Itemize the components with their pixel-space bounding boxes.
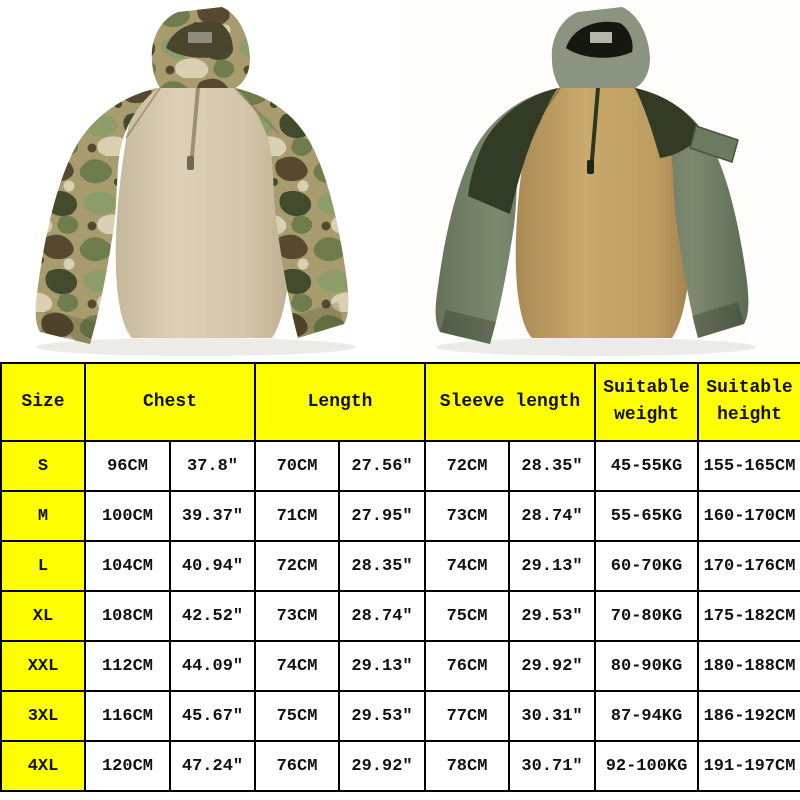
- col-header-chest: Chest: [85, 363, 255, 441]
- col-header-suitable-height: Suitable height: [698, 363, 800, 441]
- data-cell: 92-100KG: [595, 741, 698, 791]
- data-cell: 29.92″: [339, 741, 425, 791]
- collar-label-tag: [590, 32, 612, 43]
- data-cell: 71CM: [255, 491, 339, 541]
- data-cell: 108CM: [85, 591, 170, 641]
- collar-label-tag: [188, 32, 212, 43]
- right-shirt-illustration: [400, 0, 800, 362]
- data-cell: 73CM: [255, 591, 339, 641]
- table-row: [1, 441, 800, 491]
- data-cell: 72CM: [425, 441, 509, 491]
- data-cell: 27.95″: [339, 491, 425, 541]
- data-cell: 186-192CM: [698, 691, 800, 741]
- size-cell: 3XL: [1, 691, 85, 741]
- data-cell: 29.53″: [509, 591, 595, 641]
- table-row: [1, 591, 800, 641]
- data-cell: 29.53″: [339, 691, 425, 741]
- col-header-suitable-weight: Suitable weight: [595, 363, 698, 441]
- size-chart-body: [1, 441, 800, 791]
- zipper-pull: [187, 156, 194, 170]
- data-cell: 87-94KG: [595, 691, 698, 741]
- product-photos: [0, 0, 800, 362]
- size-cell: M: [1, 491, 85, 541]
- data-cell: 30.71″: [509, 741, 595, 791]
- data-cell: 72CM: [255, 541, 339, 591]
- col-header-sleeve-length: Sleeve length: [425, 363, 595, 441]
- data-cell: 40.94″: [170, 541, 255, 591]
- data-cell: 180-188CM: [698, 641, 800, 691]
- size-cell: XL: [1, 591, 85, 641]
- product-photo-left-shirt: [0, 0, 400, 362]
- data-cell: 78CM: [425, 741, 509, 791]
- data-cell: 100CM: [85, 491, 170, 541]
- data-cell: 47.24″: [170, 741, 255, 791]
- data-cell: 160-170CM: [698, 491, 800, 541]
- size-chart-table: [0, 362, 800, 792]
- size-cell: XXL: [1, 641, 85, 691]
- data-cell: 37.8″: [170, 441, 255, 491]
- product-photo-right-shirt: [400, 0, 800, 362]
- left-shirt-illustration: [0, 0, 400, 362]
- data-cell: 29.13″: [339, 641, 425, 691]
- table-row: [1, 491, 800, 541]
- data-cell: 29.92″: [509, 641, 595, 691]
- data-cell: 60-70KG: [595, 541, 698, 591]
- data-cell: 70-80KG: [595, 591, 698, 641]
- data-cell: 44.09″: [170, 641, 255, 691]
- data-cell: 77CM: [425, 691, 509, 741]
- size-cell: S: [1, 441, 85, 491]
- data-cell: 74CM: [425, 541, 509, 591]
- data-cell: 30.31″: [509, 691, 595, 741]
- size-cell: L: [1, 541, 85, 591]
- data-cell: 191-197CM: [698, 741, 800, 791]
- data-cell: 42.52″: [170, 591, 255, 641]
- data-cell: 73CM: [425, 491, 509, 541]
- table-header-row: [1, 363, 800, 441]
- table-row: [1, 691, 800, 741]
- data-cell: 75CM: [255, 691, 339, 741]
- data-cell: 28.35″: [509, 441, 595, 491]
- data-cell: 155-165CM: [698, 441, 800, 491]
- data-cell: 28.74″: [509, 491, 595, 541]
- data-cell: 45.67″: [170, 691, 255, 741]
- data-cell: 39.37″: [170, 491, 255, 541]
- data-cell: 76CM: [255, 741, 339, 791]
- size-cell: 4XL: [1, 741, 85, 791]
- data-cell: 112CM: [85, 641, 170, 691]
- zipper-pull: [587, 160, 594, 174]
- table-row: [1, 741, 800, 791]
- data-cell: 170-176CM: [698, 541, 800, 591]
- data-cell: 27.56″: [339, 441, 425, 491]
- table-row: [1, 541, 800, 591]
- data-cell: 28.35″: [339, 541, 425, 591]
- data-cell: 175-182CM: [698, 591, 800, 641]
- data-cell: 74CM: [255, 641, 339, 691]
- data-cell: 70CM: [255, 441, 339, 491]
- data-cell: 28.74″: [339, 591, 425, 641]
- data-cell: 76CM: [425, 641, 509, 691]
- data-cell: 29.13″: [509, 541, 595, 591]
- table-row: [1, 641, 800, 691]
- col-header-size: Size: [1, 363, 85, 441]
- data-cell: 116CM: [85, 691, 170, 741]
- col-header-length: Length: [255, 363, 425, 441]
- data-cell: 45-55KG: [595, 441, 698, 491]
- data-cell: 55-65KG: [595, 491, 698, 541]
- data-cell: 80-90KG: [595, 641, 698, 691]
- data-cell: 75CM: [425, 591, 509, 641]
- data-cell: 104CM: [85, 541, 170, 591]
- data-cell: 96CM: [85, 441, 170, 491]
- data-cell: 120CM: [85, 741, 170, 791]
